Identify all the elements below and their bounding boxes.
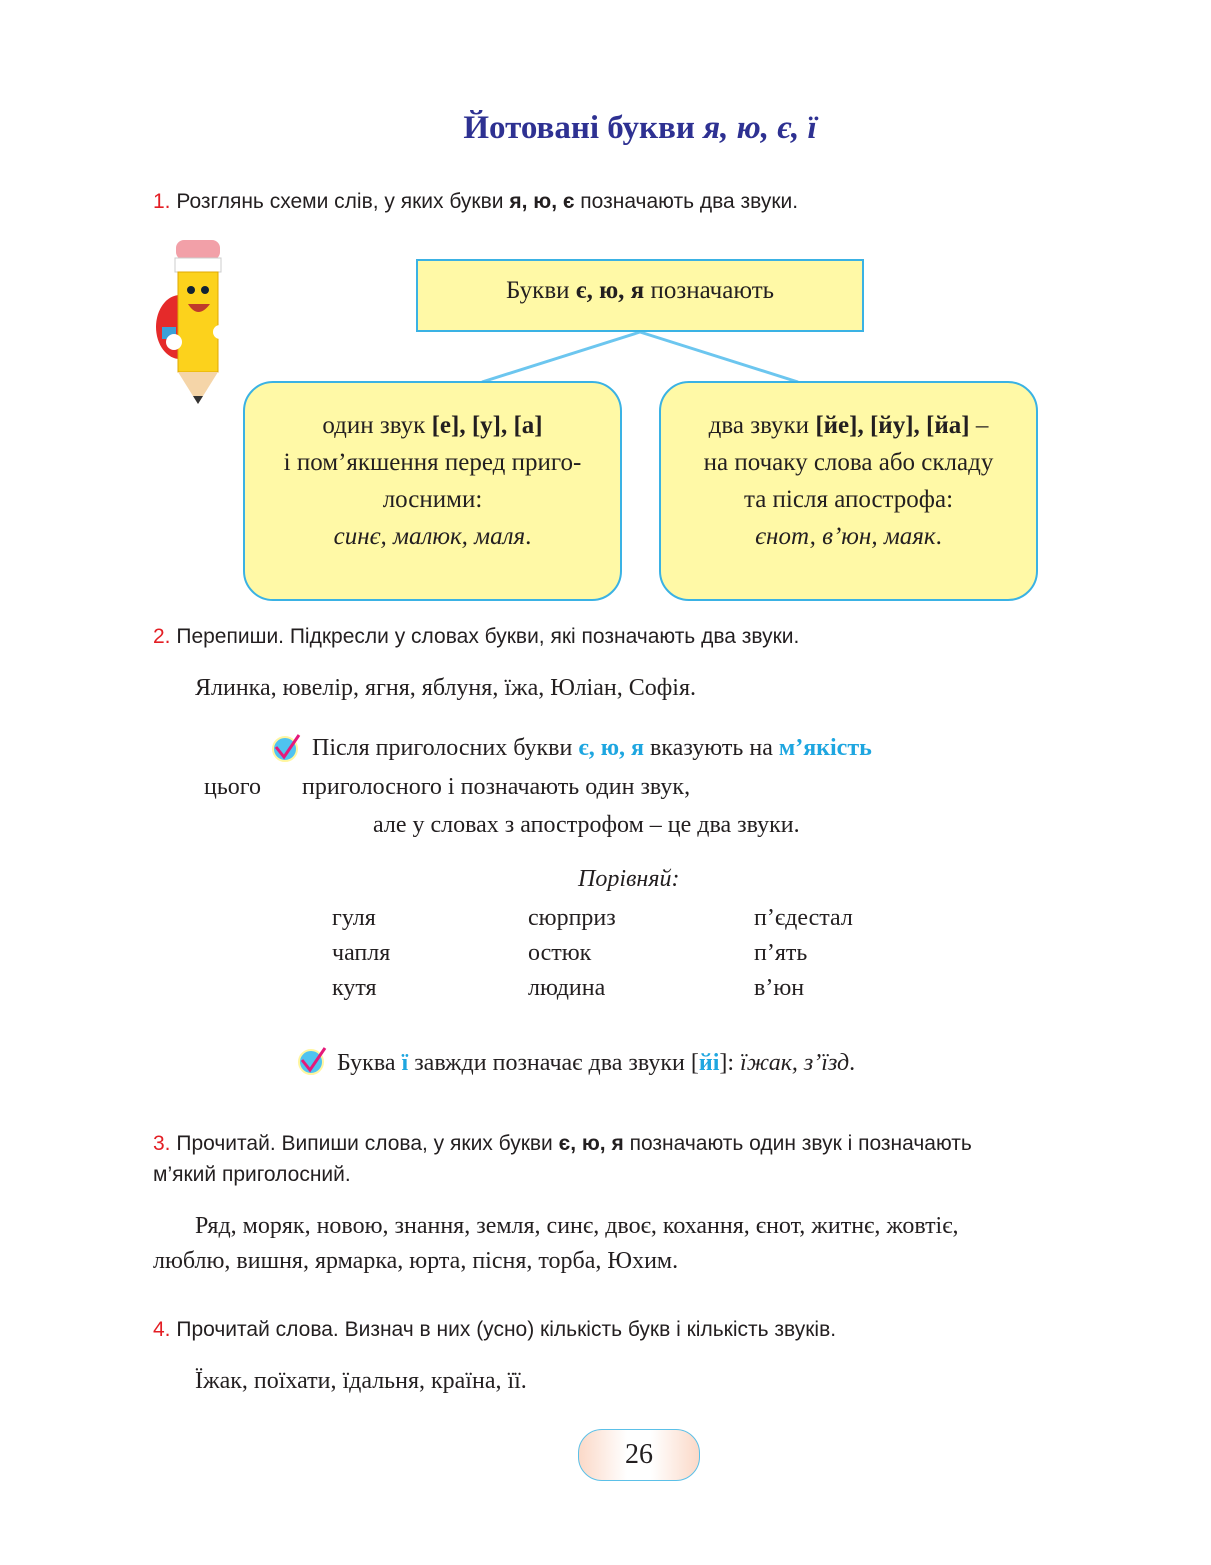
rule-2: Буква ї завжди позначає два звуки [йі]: їжак, з’їзд. xyxy=(337,1050,856,1076)
task-4-words: Їжак, поїхати, їдальня, країна, її. xyxy=(195,1368,527,1394)
checkmark-icon xyxy=(271,733,301,763)
compare-column-1: гуля чапля кутя xyxy=(332,905,391,1001)
compare-column-3: п’єдестал п’ять в’юн xyxy=(754,905,853,1001)
rule-1-line-2a: цього xyxy=(204,774,262,800)
task-3-instruction: 3. Прочитай. Випиши слова, у яких букви є, ю, я позначають один звук і позначають xyxy=(153,1132,972,1155)
page-title: Йотовані букви я, ю, є, ї xyxy=(463,110,817,146)
rule-1-line-2b: приголосного і позначають один звук, xyxy=(302,774,691,800)
task-2-instruction: 2. Перепиши. Підкресли у словах букви, які позначають два звуки. xyxy=(153,625,800,648)
task-3-words-1: Ряд, моряк, новою, знання, земля, синє, двоє, кохання, єнот, житнє, жовтіє, xyxy=(195,1213,959,1239)
diagram-connectors xyxy=(0,0,1211,400)
diagram-right-box: два звуки [йе], [йу], [йа] – на почаку слова або складу та після апострофа: єнот, в’юн, маяк. xyxy=(659,381,1038,601)
task-1-instruction: 1. Розглянь схеми слів, у яких букви я, ю, є позначають два звуки. xyxy=(153,190,799,213)
page-number: 26 xyxy=(578,1429,700,1481)
checkmark-icon xyxy=(297,1046,327,1076)
diagram-left-box: один звук [е], [у], [а] і пом’якшення перед приго- лосними: синє, малюк, маля. xyxy=(243,381,622,601)
rule-1-line-1: Після приголосних букви є, ю, я вказують на м’якість xyxy=(312,735,872,761)
task-4-instruction: 4. Прочитай слова. Визнач в них (усно) кількість букв і кількість звуків. xyxy=(153,1318,837,1341)
diagram-top-box: Букви є, ю, я позначають xyxy=(416,259,864,332)
task-3-words-2: люблю, вишня, ярмарка, юрта, пісня, торба, Юхим. xyxy=(153,1248,679,1274)
compare-column-2: сюрприз остюк людина xyxy=(528,905,616,1001)
compare-title: Порівняй: xyxy=(578,866,680,892)
rule-1-line-3: але у словах з апострофом – це два звуки. xyxy=(373,812,800,838)
task-2-words: Ялинка, ювелір, ягня, яблуня, їжа, Юліан, Софія. xyxy=(195,675,696,701)
task-3-instruction-2: м’який приголосний. xyxy=(153,1163,351,1186)
